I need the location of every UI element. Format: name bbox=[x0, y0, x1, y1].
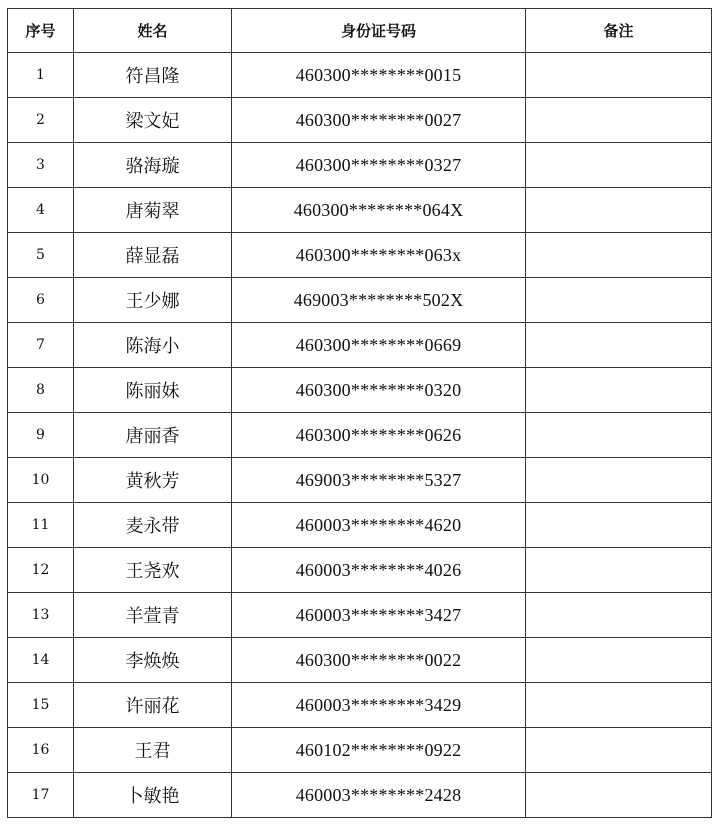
table-row bbox=[8, 233, 712, 278]
cell-serial-number: 1 bbox=[8, 53, 74, 98]
cell-name: 陈丽妹 bbox=[74, 368, 232, 413]
table-row bbox=[8, 458, 712, 503]
cell-remarks bbox=[526, 728, 712, 773]
cell-id-number: 460300********0626 bbox=[232, 413, 526, 458]
cell-id-number: 460300********0669 bbox=[232, 323, 526, 368]
table-row bbox=[8, 413, 712, 458]
table-row bbox=[8, 368, 712, 413]
cell-id-number: 460003********3429 bbox=[232, 683, 526, 728]
cell-serial-number: 16 bbox=[8, 728, 74, 773]
table-header-row bbox=[8, 9, 712, 53]
cell-remarks bbox=[526, 548, 712, 593]
cell-name: 卜敏艳 bbox=[74, 773, 232, 818]
table-row bbox=[8, 548, 712, 593]
table-row bbox=[8, 683, 712, 728]
cell-remarks bbox=[526, 683, 712, 728]
cell-id-number: 460300********064X bbox=[232, 188, 526, 233]
cell-serial-number: 5 bbox=[8, 233, 74, 278]
cell-remarks bbox=[526, 323, 712, 368]
table-row bbox=[8, 503, 712, 548]
cell-id-number: 460003********3427 bbox=[232, 593, 526, 638]
cell-serial-number: 10 bbox=[8, 458, 74, 503]
cell-id-number: 460003********4026 bbox=[232, 548, 526, 593]
cell-serial-number: 4 bbox=[8, 188, 74, 233]
cell-serial-number: 3 bbox=[8, 143, 74, 188]
cell-name: 梁文妃 bbox=[74, 98, 232, 143]
name-list-table bbox=[7, 8, 712, 818]
table-row bbox=[8, 143, 712, 188]
cell-remarks bbox=[526, 593, 712, 638]
cell-name: 薛显磊 bbox=[74, 233, 232, 278]
table-row bbox=[8, 728, 712, 773]
cell-remarks bbox=[526, 233, 712, 278]
cell-id-number: 460300********063x bbox=[232, 233, 526, 278]
cell-name: 羊萱青 bbox=[74, 593, 232, 638]
header-id-number: 身份证号码 bbox=[232, 9, 526, 53]
header-name: 姓名 bbox=[74, 9, 232, 53]
cell-id-number: 460300********0022 bbox=[232, 638, 526, 683]
cell-serial-number: 11 bbox=[8, 503, 74, 548]
cell-serial-number: 14 bbox=[8, 638, 74, 683]
cell-id-number: 460003********4620 bbox=[232, 503, 526, 548]
cell-name: 唐菊翠 bbox=[74, 188, 232, 233]
cell-id-number: 469003********502X bbox=[232, 278, 526, 323]
cell-remarks bbox=[526, 773, 712, 818]
cell-remarks bbox=[526, 188, 712, 233]
cell-id-number: 460300********0027 bbox=[232, 98, 526, 143]
cell-id-number: 460300********0015 bbox=[232, 53, 526, 98]
cell-remarks bbox=[526, 53, 712, 98]
cell-remarks bbox=[526, 143, 712, 188]
cell-id-number: 460300********0320 bbox=[232, 368, 526, 413]
cell-remarks bbox=[526, 503, 712, 548]
table-row bbox=[8, 53, 712, 98]
header-remarks: 备注 bbox=[526, 9, 712, 53]
cell-name: 符昌隆 bbox=[74, 53, 232, 98]
cell-remarks bbox=[526, 278, 712, 323]
cell-name: 骆海璇 bbox=[74, 143, 232, 188]
cell-name: 王君 bbox=[74, 728, 232, 773]
cell-name: 麦永带 bbox=[74, 503, 232, 548]
cell-remarks bbox=[526, 458, 712, 503]
cell-serial-number: 9 bbox=[8, 413, 74, 458]
table-row bbox=[8, 98, 712, 143]
table-row bbox=[8, 278, 712, 323]
cell-serial-number: 17 bbox=[8, 773, 74, 818]
cell-id-number: 460300********0327 bbox=[232, 143, 526, 188]
table-row bbox=[8, 773, 712, 818]
cell-name: 王少娜 bbox=[74, 278, 232, 323]
cell-id-number: 460003********2428 bbox=[232, 773, 526, 818]
cropped-heading-fragment bbox=[60, 0, 220, 4]
cell-name: 黄秋芳 bbox=[74, 458, 232, 503]
table-row bbox=[8, 323, 712, 368]
cell-serial-number: 6 bbox=[8, 278, 74, 323]
cell-serial-number: 7 bbox=[8, 323, 74, 368]
cell-remarks bbox=[526, 413, 712, 458]
cell-id-number: 469003********5327 bbox=[232, 458, 526, 503]
cell-serial-number: 2 bbox=[8, 98, 74, 143]
header-serial-number: 序号 bbox=[8, 9, 74, 53]
table-row bbox=[8, 593, 712, 638]
cell-serial-number: 8 bbox=[8, 368, 74, 413]
cell-id-number: 460102********0922 bbox=[232, 728, 526, 773]
cell-name: 唐丽香 bbox=[74, 413, 232, 458]
cell-remarks bbox=[526, 368, 712, 413]
table-row bbox=[8, 638, 712, 683]
cell-serial-number: 12 bbox=[8, 548, 74, 593]
cell-name: 王尧欢 bbox=[74, 548, 232, 593]
cell-name: 陈海小 bbox=[74, 323, 232, 368]
cell-serial-number: 15 bbox=[8, 683, 74, 728]
cell-serial-number: 13 bbox=[8, 593, 74, 638]
cell-remarks bbox=[526, 638, 712, 683]
cell-name: 许丽花 bbox=[74, 683, 232, 728]
table-row bbox=[8, 188, 712, 233]
table-body bbox=[8, 53, 712, 818]
cell-name: 李焕焕 bbox=[74, 638, 232, 683]
cell-remarks bbox=[526, 98, 712, 143]
